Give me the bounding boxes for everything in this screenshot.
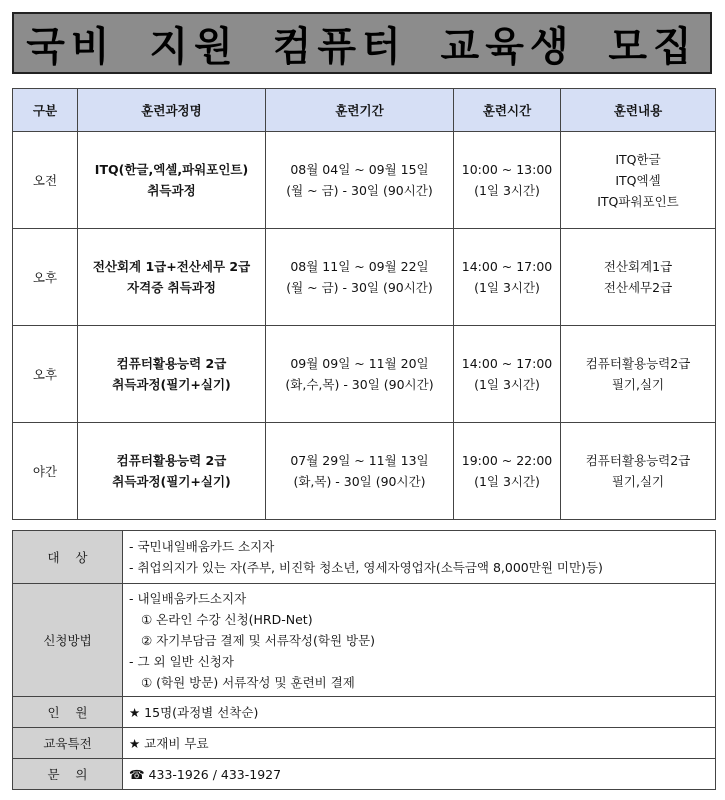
content-line: 필기,실기: [611, 474, 665, 489]
row-course-name: [78, 132, 266, 229]
row-content: [561, 326, 716, 423]
row-category: 오후: [13, 229, 78, 326]
target-line: - 국민내일배움카드 소지자: [129, 539, 275, 554]
header-content: 훈련내용: [561, 89, 716, 132]
title-banner: [12, 12, 712, 74]
row-time: [454, 132, 561, 229]
apply-label: 신청방법: [13, 584, 123, 697]
row-content: [561, 423, 716, 520]
row-category: 오후: [13, 326, 78, 423]
course-name-line: 취득과정(필기+실기): [112, 377, 231, 392]
time-range: 10:00 ~ 13:00: [461, 162, 553, 177]
info-row-contact: [13, 759, 716, 790]
time-per-day: (1일 3시간): [474, 280, 540, 295]
row-time: [454, 229, 561, 326]
row-period: [266, 229, 454, 326]
content-line: 컴퓨터활용능력2급: [585, 453, 691, 468]
course-name-line: 취득과정: [147, 183, 196, 198]
info-row-benefit: [13, 728, 716, 759]
content-line: ITQ파워포인트: [597, 193, 679, 209]
info-row-capacity: [13, 697, 716, 728]
benefit-label: 교육특전: [13, 728, 123, 759]
row-course-name: [78, 229, 266, 326]
period-days: (화,수,목) - 30일 (90시간): [285, 377, 434, 392]
content-line: 전산회계1급: [603, 259, 673, 274]
info-table: [12, 530, 716, 790]
content-line: ITQ엑셀: [615, 172, 661, 188]
table-row: [13, 132, 716, 229]
period-dates: 07월 29일 ~ 11월 13일: [290, 453, 429, 468]
period-dates: 08월 04일 ~ 09월 15일: [290, 162, 429, 177]
time-per-day: (1일 3시간): [474, 377, 540, 392]
time-range: 14:00 ~ 17:00: [461, 356, 553, 371]
target-value: [123, 531, 716, 584]
apply-line: - 그 외 일반 신청자: [129, 653, 234, 669]
header-time: 훈련시간: [454, 89, 561, 132]
course-name-line: 컴퓨터활용능력 2급: [116, 356, 227, 371]
header-category: 구분: [13, 89, 78, 132]
time-range: 14:00 ~ 17:00: [461, 259, 553, 274]
row-category: 야간: [13, 423, 78, 520]
apply-line: - 내일배움카드소지자: [129, 590, 247, 606]
target-label: 대 상: [13, 531, 123, 584]
course-name-line: ITQ(한글,엑셀,파워포인트): [94, 162, 249, 177]
row-course-name: [78, 326, 266, 423]
course-name-line: 자격증 취득과정: [127, 280, 216, 295]
contact-label: 문 의: [13, 759, 123, 790]
period-days: (월 ~ 금) - 30일 (90시간): [286, 280, 433, 295]
content-line: 컴퓨터활용능력2급: [585, 356, 691, 371]
header-period: 훈련기간: [266, 89, 454, 132]
capacity-label: 인 원: [13, 697, 123, 728]
row-content: [561, 132, 716, 229]
row-time: [454, 326, 561, 423]
row-category: 오전: [13, 132, 78, 229]
table-row: [13, 423, 716, 520]
row-time: [454, 423, 561, 520]
period-dates: 09월 09일 ~ 11월 20일: [290, 356, 429, 371]
row-content: [561, 229, 716, 326]
apply-line: ① (학원 방문) 서류작성 및 훈련비 결제: [141, 674, 355, 690]
content-line: 필기,실기: [611, 377, 665, 392]
table-row: [13, 326, 716, 423]
row-period: [266, 326, 454, 423]
content-line: 전산세무2급: [603, 280, 673, 295]
benefit-value: ★ 교재비 무료: [123, 728, 716, 759]
apply-line: ② 자기부담금 결제 및 서류작성(학원 방문): [141, 632, 376, 648]
time-range: 19:00 ~ 22:00: [461, 453, 553, 468]
course-name-line: 컴퓨터활용능력 2급: [116, 453, 227, 468]
course-name-line: 전산회계 1급+전산세무 2급: [92, 259, 251, 274]
info-row-target: [13, 531, 716, 584]
apply-value: [123, 584, 716, 697]
course-name-line: 취득과정(필기+실기): [112, 474, 231, 489]
row-course-name: [78, 423, 266, 520]
period-days: (화,목) - 30일 (90시간): [293, 474, 426, 489]
time-per-day: (1일 3시간): [474, 183, 540, 198]
time-per-day: (1일 3시간): [474, 474, 540, 489]
course-table-header: [13, 89, 716, 132]
header-course-name: 훈련과정명: [78, 89, 266, 132]
period-days: (월 ~ 금) - 30일 (90시간): [286, 183, 433, 198]
apply-line: ① 온라인 수강 신청(HRD-Net): [141, 611, 313, 627]
row-period: [266, 423, 454, 520]
content-line: ITQ한글: [615, 151, 661, 167]
target-line: - 취업의지가 있는 자(주부, 비진학 청소년, 영세자영업자(소득금액 8,000만원 미만)등): [129, 560, 603, 575]
capacity-value: ★ 15명(과정별 선착순): [123, 697, 716, 728]
page-title: 국비 지원 컴퓨터 교육생 모집: [26, 23, 698, 70]
table-row: [13, 229, 716, 326]
period-dates: 08월 11일 ~ 09월 22일: [290, 259, 429, 274]
contact-value: ☎ 433-1926 / 433-1927: [123, 759, 716, 790]
info-row-apply: [13, 584, 716, 697]
row-period: [266, 132, 454, 229]
course-table: [12, 88, 716, 520]
